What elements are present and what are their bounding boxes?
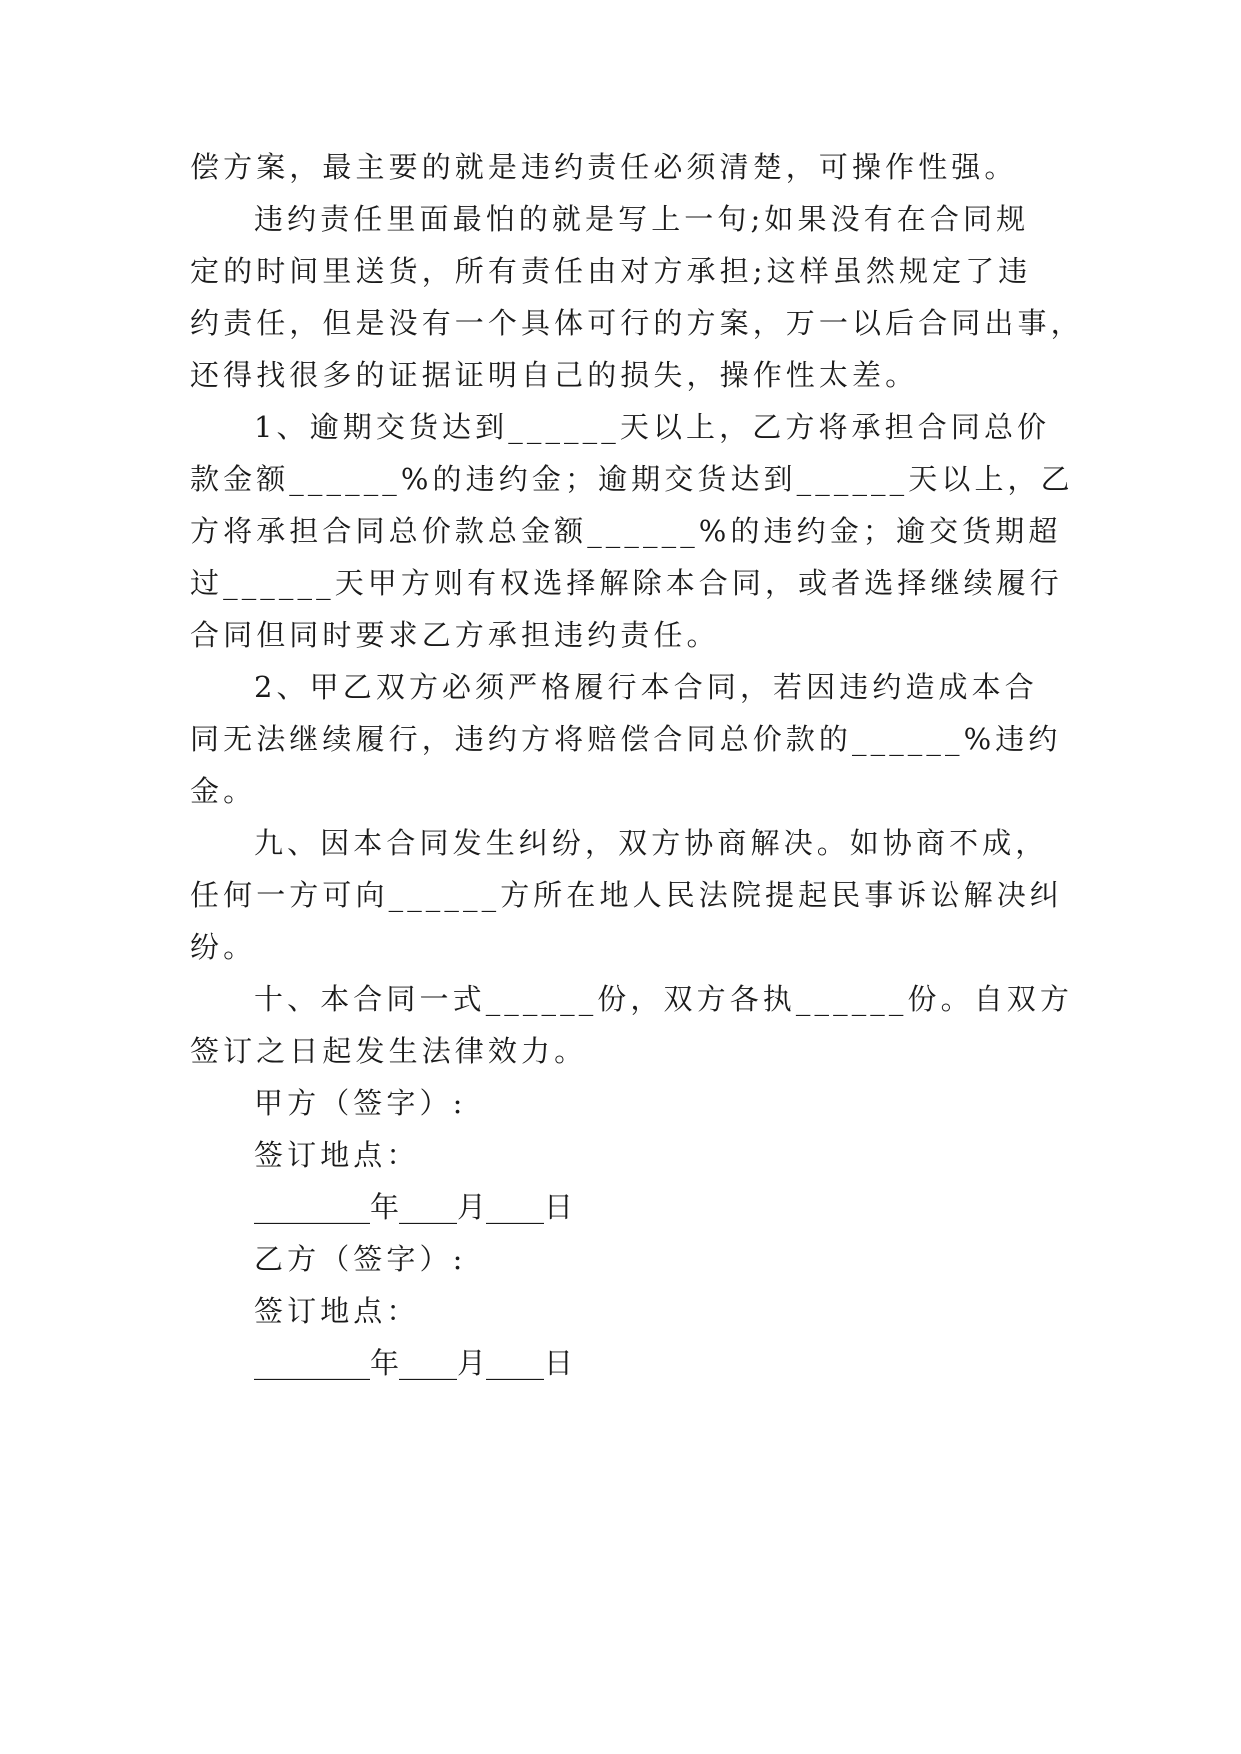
- party-b-date-line: ________年____月____日: [254, 1346, 574, 1380]
- paragraph-line: 合同但同时要求乙方承担违约责任。: [190, 618, 720, 652]
- paragraph-line: 1、逾期交货达到______天以上，乙方将承担合同总价: [254, 410, 1051, 444]
- paragraph-line: 纷。: [190, 930, 257, 964]
- paragraph-line: 十、本合同一式______份，双方各执______份。自双方: [254, 982, 1074, 1016]
- paragraph-line: 2、甲乙双方必须严格履行本合同，若因违约造成本合: [254, 670, 1038, 704]
- party-a-location-label: 签订地点：: [254, 1138, 420, 1172]
- paragraph-line: 过______天甲方则有权选择解除本合同，或者选择继续履行: [190, 566, 1063, 600]
- paragraph-line: 方将承担合同总价款总金额______%的违约金；逾交货期超: [190, 514, 1062, 548]
- paragraph-line: 违约责任里面最怕的就是写上一句;如果没有在合同规: [254, 202, 1030, 236]
- party-a-date-line: ________年____月____日: [254, 1190, 574, 1224]
- paragraph-line: 签订之日起发生法律效力。: [190, 1034, 588, 1068]
- paragraph-line: 金。: [190, 774, 257, 808]
- paragraph-line: 约责任，但是没有一个具体可行的方案，万一以后合同出事，: [190, 306, 1084, 340]
- paragraph-line: 九、因本合同发生纠纷，双方协商解决。如协商不成，: [254, 826, 1049, 860]
- party-b-location-label: 签订地点：: [254, 1294, 420, 1328]
- paragraph-line: 同无法继续履行，违约方将赔偿合同总价款的______%违约: [190, 722, 1062, 756]
- paragraph-line: 款金额______%的违约金；逾期交货达到______天以上，乙: [190, 462, 1074, 496]
- paragraph-line: 偿方案，最主要的就是违约责任必须清楚，可操作性强。: [190, 150, 1018, 184]
- party-b-signature-label: 乙方（签字）:: [254, 1242, 467, 1276]
- paragraph-line: 定的时间里送货，所有责任由对方承担;这样虽然规定了违: [190, 254, 1032, 288]
- paragraph-line: 还得找很多的证据证明自己的损失，操作性太差。: [190, 358, 919, 392]
- paragraph-line: 任何一方可向______方所在地人民法院提起民事诉讼解决纠: [190, 878, 1063, 912]
- party-a-signature-label: 甲方（签字）:: [254, 1086, 467, 1120]
